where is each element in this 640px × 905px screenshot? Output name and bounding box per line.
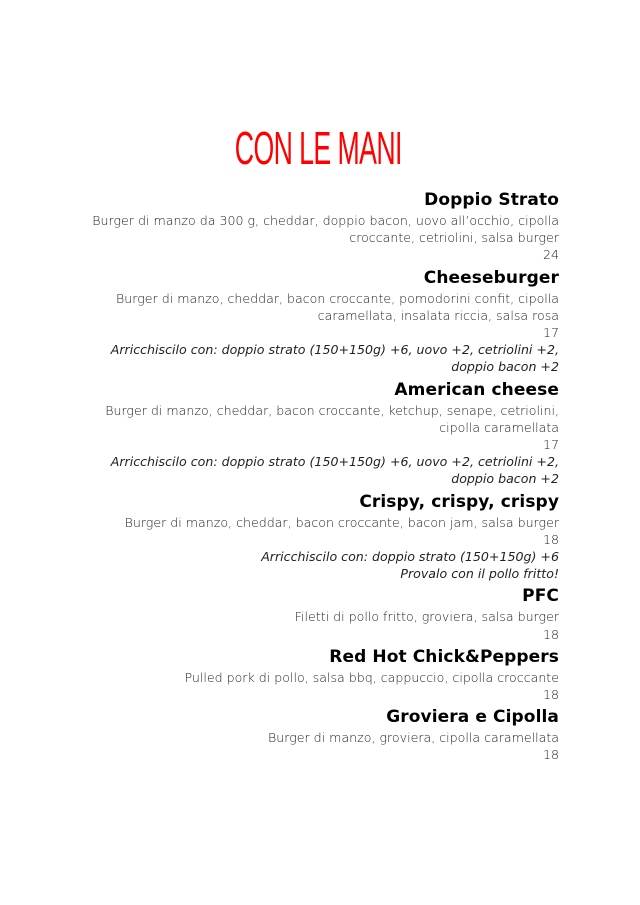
item-name: Red Hot Chick&Peppers (329, 646, 559, 667)
item-description: Burger di manzo, cheddar, bacon croccante, pomodorini confit, cipolla caramellata, insalata riccia, salsa rosa (116, 290, 559, 323)
item-price: 17 (542, 325, 559, 341)
item-name: PFC (522, 586, 559, 607)
item-price: 18 (542, 626, 559, 642)
menu-item (80, 645, 559, 703)
item-name: Groviera e Cipolla (386, 707, 559, 728)
item-price: 24 (542, 247, 559, 263)
item-price: 17 (542, 437, 559, 453)
item-extra: Arricchiscilo con: doppio strato (150+150g) +6 (261, 549, 559, 565)
item-description: Burger di manzo, groviera, cipolla caramellata (268, 730, 559, 746)
item-extra: Arricchiscilo con: doppio strato (150+150g) +6, uovo +2, cetriolini +2, doppio bacon +2 (110, 454, 559, 487)
menu-item (80, 490, 559, 583)
item-name: Doppio Strato (424, 190, 559, 210)
item-description: Burger di manzo, cheddar, bacon croccante, ketchup, senape, cetriolini, cipolla caramellata (105, 402, 559, 435)
menu-item (80, 584, 559, 642)
item-extra: Arricchiscilo con: doppio strato (150+150g) +6, uovo +2, cetriolini +2, doppio bacon +2 (110, 342, 559, 375)
item-description: Pulled pork di pollo, salsa bbq, cappuccio, cipolla croccante (184, 669, 559, 685)
menu-item (80, 188, 559, 264)
menu-list (80, 188, 559, 766)
menu-item (80, 705, 559, 763)
menu-item (80, 378, 559, 488)
item-price: 18 (542, 747, 559, 763)
item-description: Filetti di pollo fritto, groviera, salsa burger (294, 609, 559, 625)
item-extra: Provalo con il pollo fritto! (400, 566, 559, 582)
menu-item (80, 266, 559, 376)
item-name: American cheese (394, 379, 559, 400)
page-title: CON LE MANI (234, 122, 402, 174)
item-description: Burger di manzo da 300 g, cheddar, doppio bacon, uovo all’occhio, cipolla croccante, cetriolini, salsa burger (92, 213, 559, 246)
item-name: Crispy, crispy, crispy (359, 491, 559, 512)
item-price: 18 (542, 531, 559, 547)
item-name: Cheeseburger (423, 267, 559, 288)
item-description: Burger di manzo, cheddar, bacon croccante, bacon jam, salsa burger (124, 514, 559, 530)
item-price: 18 (542, 687, 559, 703)
